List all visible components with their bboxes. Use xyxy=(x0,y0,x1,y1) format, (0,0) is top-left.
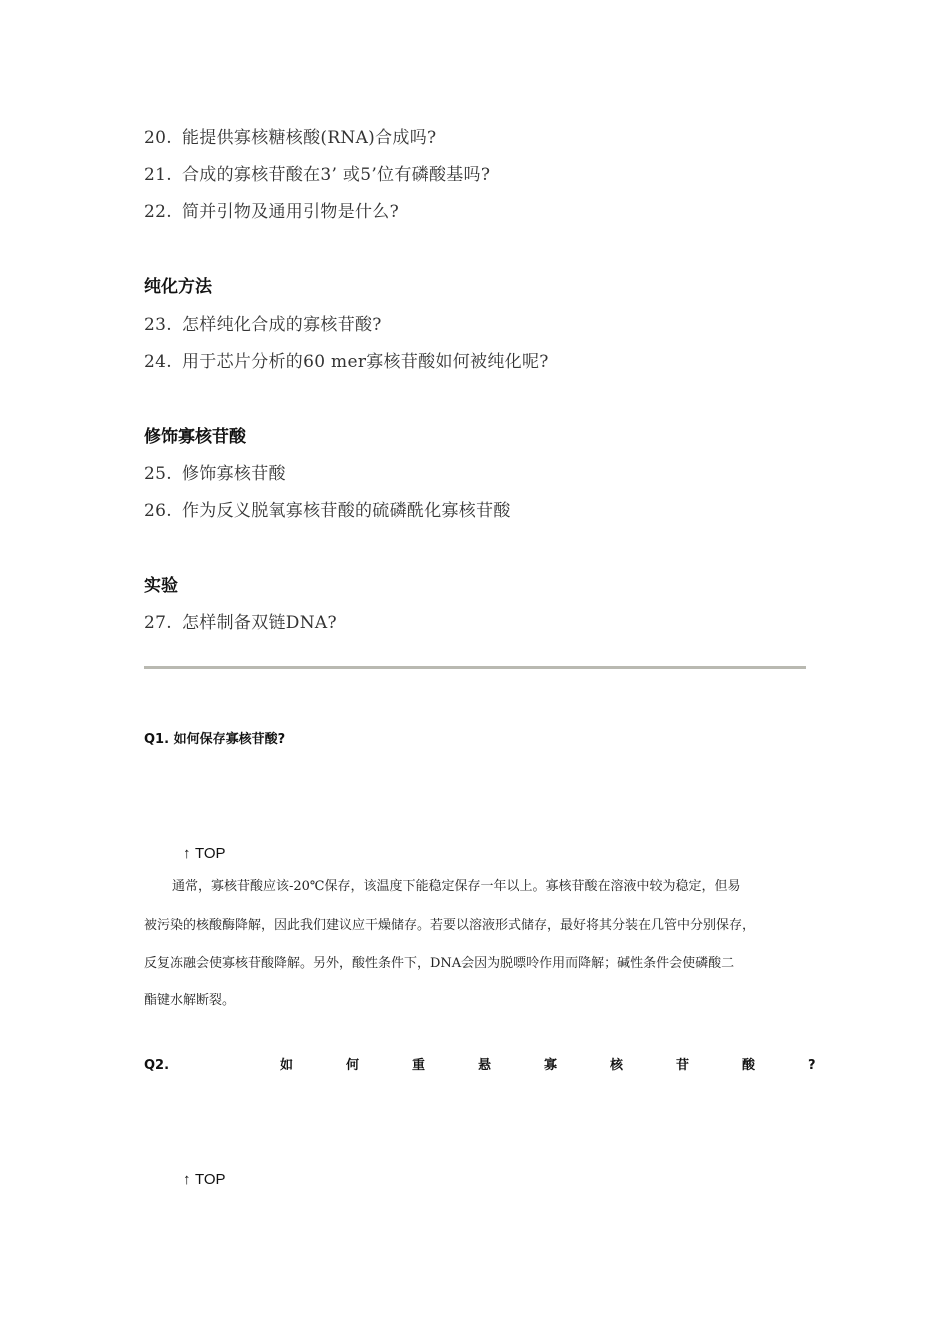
question-char: 悬 xyxy=(478,1058,492,1073)
horizontal-divider xyxy=(144,666,806,669)
item-text: 怎样制备双链DNA? xyxy=(182,613,337,633)
question-char: 如 xyxy=(280,1058,294,1073)
question-char: 何 xyxy=(346,1058,360,1073)
item-text: 怎样纯化合成的寡核苷酸? xyxy=(182,315,382,335)
up-arrow-icon: ↑ xyxy=(183,845,191,862)
item-text: 修饰寡核苷酸 xyxy=(182,464,286,484)
item-text: 用于芯片分析的60 mer寡核苷酸如何被纯化呢? xyxy=(182,352,549,372)
question-label: Q1. xyxy=(144,732,170,747)
item-number: 23. xyxy=(144,315,172,335)
faq-list-item[interactable] xyxy=(144,612,337,634)
section-heading-experiment: 实验 xyxy=(144,576,178,596)
item-text: 简并引物及通用引物是什么? xyxy=(182,202,400,222)
answer-paragraph-line: 酯键水解断裂。 xyxy=(144,993,236,1008)
faq-list-item[interactable] xyxy=(144,314,382,336)
faq-list-item[interactable] xyxy=(144,500,511,522)
question-char: ? xyxy=(808,1058,816,1073)
question-label: Q2. xyxy=(144,1058,170,1073)
question-char: 苷 xyxy=(676,1058,690,1073)
section-heading-purification: 纯化方法 xyxy=(144,277,212,297)
item-number: 24. xyxy=(144,352,172,372)
item-number: 27. xyxy=(144,613,172,633)
back-to-top-link[interactable] xyxy=(183,1170,226,1190)
back-to-top-link[interactable] xyxy=(183,844,226,864)
item-text: 作为反义脱氧寡核苷酸的硫磷酰化寡核苷酸 xyxy=(182,501,511,521)
faq-list-item[interactable] xyxy=(144,127,436,149)
item-number: 25. xyxy=(144,464,172,484)
top-link-label: TOP xyxy=(195,845,226,862)
faq-list-item[interactable] xyxy=(144,463,286,485)
faq-list-item[interactable] xyxy=(144,164,490,186)
question-char: 核 xyxy=(610,1058,624,1073)
item-number: 22. xyxy=(144,202,172,222)
question-text: 如何保存寡核苷酸? xyxy=(173,732,286,747)
item-number: 26. xyxy=(144,501,172,521)
top-link-label: TOP xyxy=(195,1171,226,1188)
question-q1 xyxy=(144,730,285,750)
question-char: 寡 xyxy=(544,1058,558,1073)
up-arrow-icon: ↑ xyxy=(183,1171,191,1188)
answer-paragraph-line: 通常，寡核苷酸应该-20℃保存，该温度下能稳定保存一年以上。寡核苷酸在溶液中较为稳定，但易 xyxy=(172,879,741,894)
question-char: 酸 xyxy=(742,1058,756,1073)
item-number: 21. xyxy=(144,165,172,185)
answer-paragraph-line: 反复冻融会使寡核苷酸降解。另外，酸性条件下，DNA会因为脱嘌呤作用而降解；碱性条件会使磷酸二 xyxy=(144,956,735,971)
question-char: 重 xyxy=(412,1058,426,1073)
item-text: 能提供寡核糖核酸(RNA)合成吗? xyxy=(182,128,437,148)
item-text: 合成的寡核苷酸在3’ 或5’位有磷酸基吗? xyxy=(182,165,491,185)
question-q2 xyxy=(144,1056,816,1076)
faq-list-item[interactable] xyxy=(144,351,549,373)
item-number: 20. xyxy=(144,128,172,148)
faq-list-item[interactable] xyxy=(144,201,399,223)
section-heading-modification: 修饰寡核苷酸 xyxy=(144,427,246,447)
answer-paragraph-line: 被污染的核酸酶降解，因此我们建议应干燥储存。若要以溶液形式储存，最好将其分装在几管中分别保存， xyxy=(144,918,756,933)
